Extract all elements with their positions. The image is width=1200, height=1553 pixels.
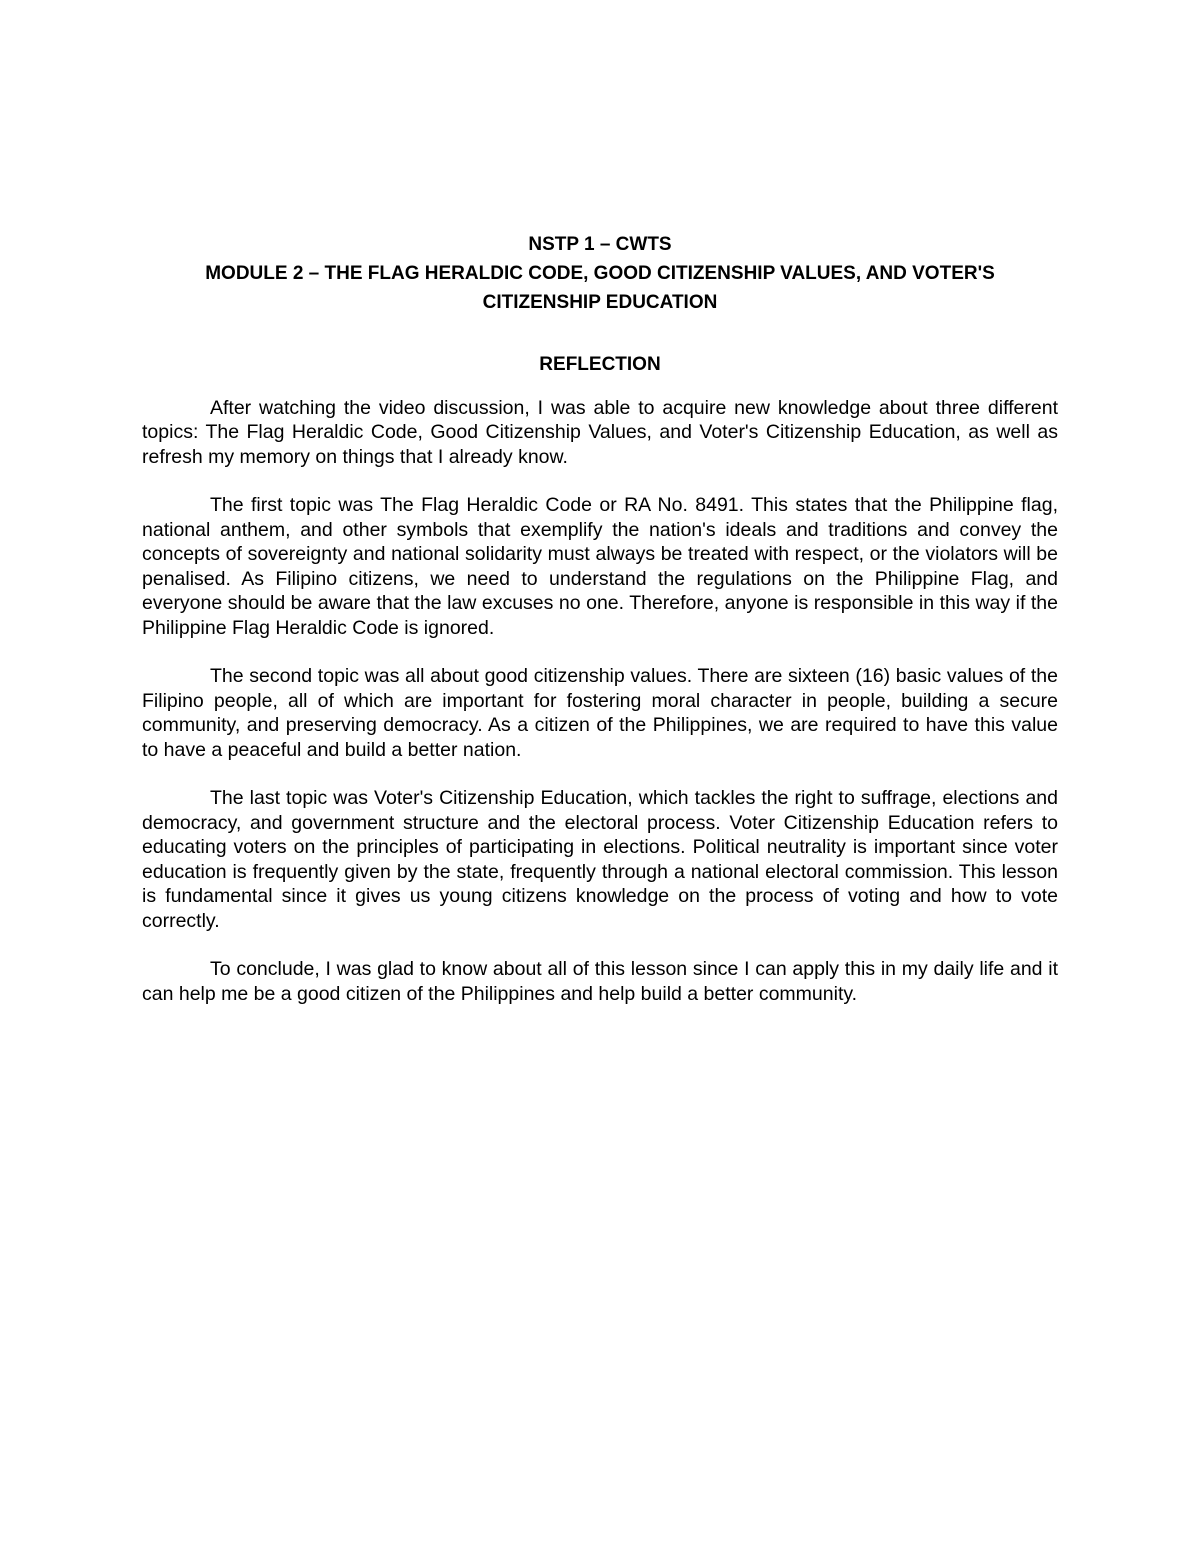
paragraph-conclusion: To conclude, I was glad to know about all of this lesson since I can apply this in my daily life and it can help me be a good citizen of the Philippines and help build a better community.	[142, 958, 1058, 1005]
paragraph-intro: After watching the video discussion, I was able to acquire new knowledge about three different topics: The Flag Heraldic Code, Good Citizenship Values, and Voter's Citizenship Education, as well as refresh my memory on things that I already know.	[142, 396, 1058, 468]
document-header	[142, 230, 1058, 317]
section-heading: REFLECTION	[539, 354, 661, 375]
document-body	[142, 396, 1058, 1007]
module-title-line-1: MODULE 2 – THE FLAG HERALDIC CODE, GOOD CITIZENSHIP VALUES, AND VOTER'S	[205, 263, 995, 284]
document-page	[142, 230, 1058, 1006]
paragraph-flag-heraldic-code: The first topic was The Flag Heraldic Code or RA No. 8491. This states that the Philippine flag, national anthem, and other symbols that exemplify the nation's ideals and traditions and convey the concepts of sovereignty and national solidarity must always be treated with respect, or the violators will be penalised. As Filipino citizens, we need to understand the regulations on the Philippine Flag, and everyone should be aware that the law excuses no one. Therefore, anyone is responsible in this way if the Philippine Flag Heraldic Code is ignored.	[142, 494, 1058, 639]
course-title: NSTP 1 – CWTS	[528, 234, 672, 255]
module-title-line-2: CITIZENSHIP EDUCATION	[482, 292, 718, 313]
paragraph-voter-education: The last topic was Voter's Citizenship Education, which tackles the right to suffrage, elections and democracy, and government structure and the electoral process. Voter Citizenship Education refers to educating voters on the principles of participating in elections. Political neutrality is important since voter education is frequently given by the state, frequently through a national electoral commission. This lesson is fundamental since it gives us young citizens knowledge on the process of voting and how to vote correctly.	[142, 787, 1058, 932]
paragraph-citizenship-values: The second topic was all about good citizenship values. There are sixteen (16) basic values of the Filipino people, all of which are important for fostering moral character in people, building a secure community, and preserving democracy. As a citizen of the Philippines, we are required to have this value to have a peaceful and build a better nation.	[142, 665, 1058, 761]
